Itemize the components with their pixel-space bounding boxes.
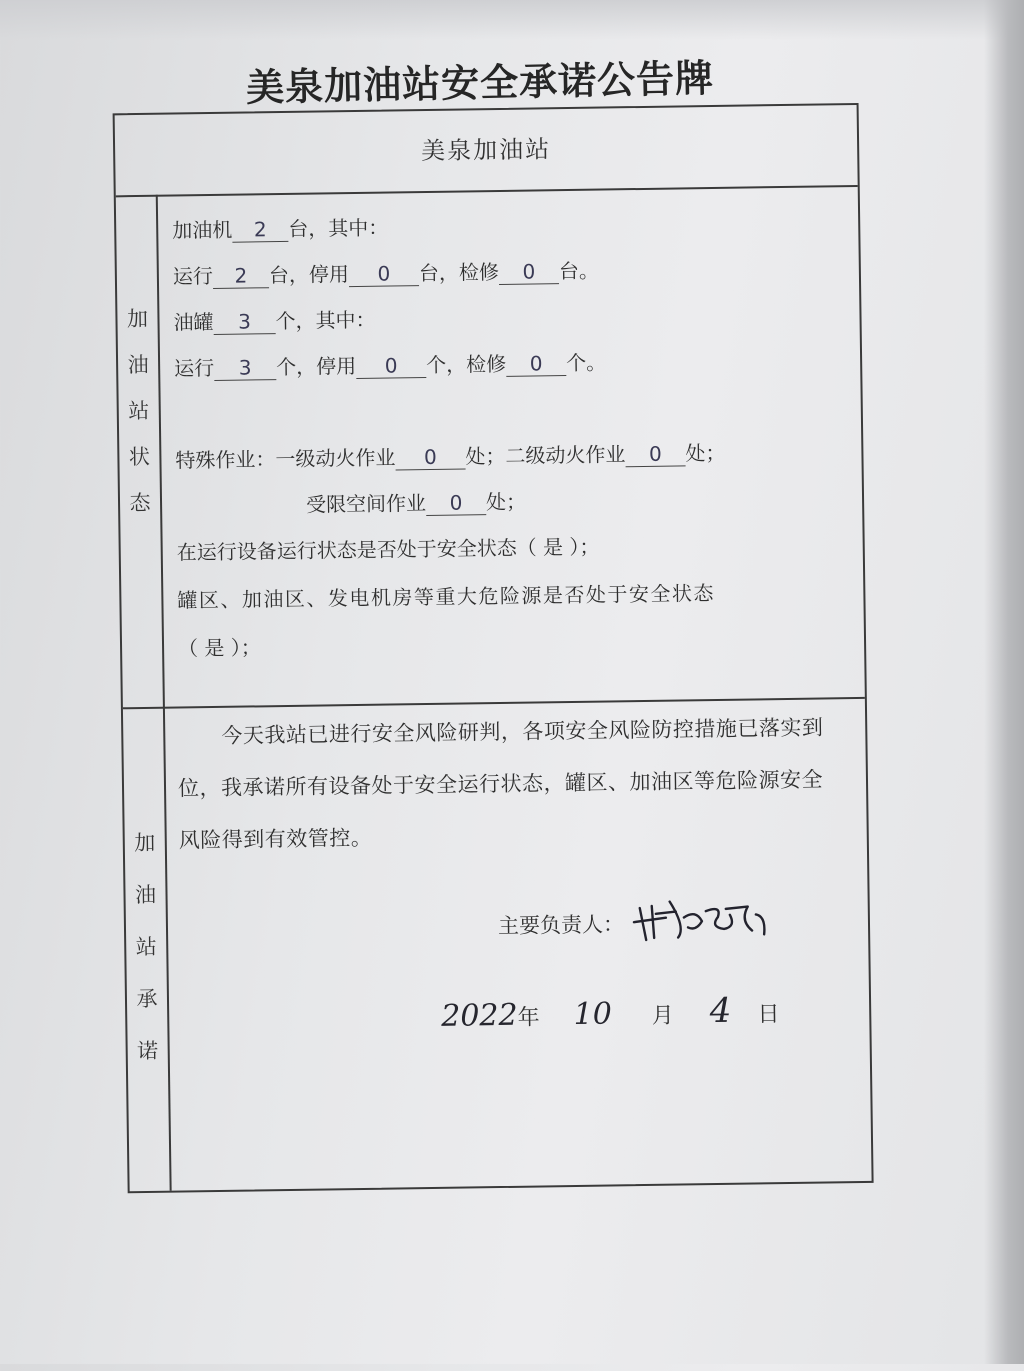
text: 特殊作业：一级动火作业 — [175, 445, 395, 472]
dispenser-status-line — [173, 255, 599, 290]
text: 台，检修 — [419, 260, 499, 285]
text: 运行 — [174, 356, 214, 381]
tank-status-line — [174, 346, 606, 381]
hot-work-level2-count: 0 — [625, 441, 685, 467]
text: 台，停用 — [269, 262, 349, 287]
month-unit: 月 — [652, 1004, 674, 1029]
label-char: 站 — [126, 931, 167, 984]
label-char: 状 — [119, 441, 160, 488]
date-day: 4 — [710, 991, 732, 1031]
text: 个。 — [566, 350, 606, 375]
confined-space-count: 0 — [426, 490, 486, 516]
dispenser-repair-count: 0 — [499, 259, 559, 285]
tank-label: 油罐 — [173, 310, 213, 335]
tank-repair-count: 0 — [506, 351, 566, 377]
date-line — [441, 990, 780, 1035]
tank-suffix: 个，其中： — [275, 308, 375, 333]
hazard-safety-answer: （ 是 ）； — [178, 631, 261, 661]
tank-count: 3 — [213, 309, 275, 335]
document-title: 美泉加油站安全承诺公告牌 — [199, 46, 760, 113]
text: 台。 — [559, 259, 599, 284]
commitment-text: 今天我站已进行安全风险研判，各项安全风险防控措施已落实到位，我承诺所有设备处于安全运行状态，罐区、加油区等危险源安全风险得到有效管控。 — [177, 701, 839, 866]
station-name: 美泉加油站 — [115, 125, 857, 170]
dispenser-count: 2 — [232, 217, 288, 243]
hazard-safety-question: 罐区、加油区、发电机房等重大危险源是否处于安全状态 — [177, 577, 715, 614]
label-char: 诺 — [127, 1035, 168, 1088]
text: 处； — [486, 490, 526, 515]
text: 个，检修 — [426, 352, 506, 377]
day-unit: 日 — [757, 1002, 779, 1027]
responsible-person-label: 主要负责人： — [498, 908, 624, 940]
dispenser-stopped-count: 0 — [349, 261, 419, 287]
text: 运行 — [173, 264, 213, 289]
equipment-safety-question: 在运行设备运行状态是否处于安全状态（ 是 ）； — [177, 531, 600, 566]
dispenser-label: 加油机 — [172, 218, 232, 243]
tank-total-line — [173, 304, 375, 336]
label-char: 加 — [117, 303, 158, 350]
dispenser-total-line — [172, 212, 388, 244]
date-month: 10 — [573, 996, 612, 1032]
date-year: 2022 — [441, 998, 518, 1034]
dispenser-running-count: 2 — [213, 263, 269, 289]
tank-running-count: 3 — [214, 355, 276, 381]
notice-table — [113, 103, 874, 1193]
tank-stopped-count: 0 — [356, 353, 426, 379]
text: 受限空间作业 — [306, 491, 426, 517]
handwritten-signature — [625, 886, 786, 948]
text: 处； — [685, 441, 725, 466]
year-unit: 年 — [517, 1005, 539, 1030]
label-char: 加 — [125, 827, 166, 880]
commitment-section-label — [125, 827, 169, 1088]
hot-work-level1-count: 0 — [395, 444, 465, 470]
special-work-line — [175, 437, 725, 474]
label-char: 承 — [127, 983, 168, 1036]
text: 处；二级动火作业 — [465, 442, 625, 468]
dispenser-suffix: 台，其中： — [288, 216, 388, 241]
status-section-label — [117, 303, 160, 534]
label-char: 油 — [125, 879, 166, 932]
header-divider — [116, 185, 858, 197]
label-char: 油 — [118, 349, 159, 396]
label-char: 站 — [119, 395, 160, 442]
confined-space-line — [306, 486, 526, 518]
label-char: 态 — [120, 487, 161, 534]
text: 个，停用 — [276, 354, 356, 379]
